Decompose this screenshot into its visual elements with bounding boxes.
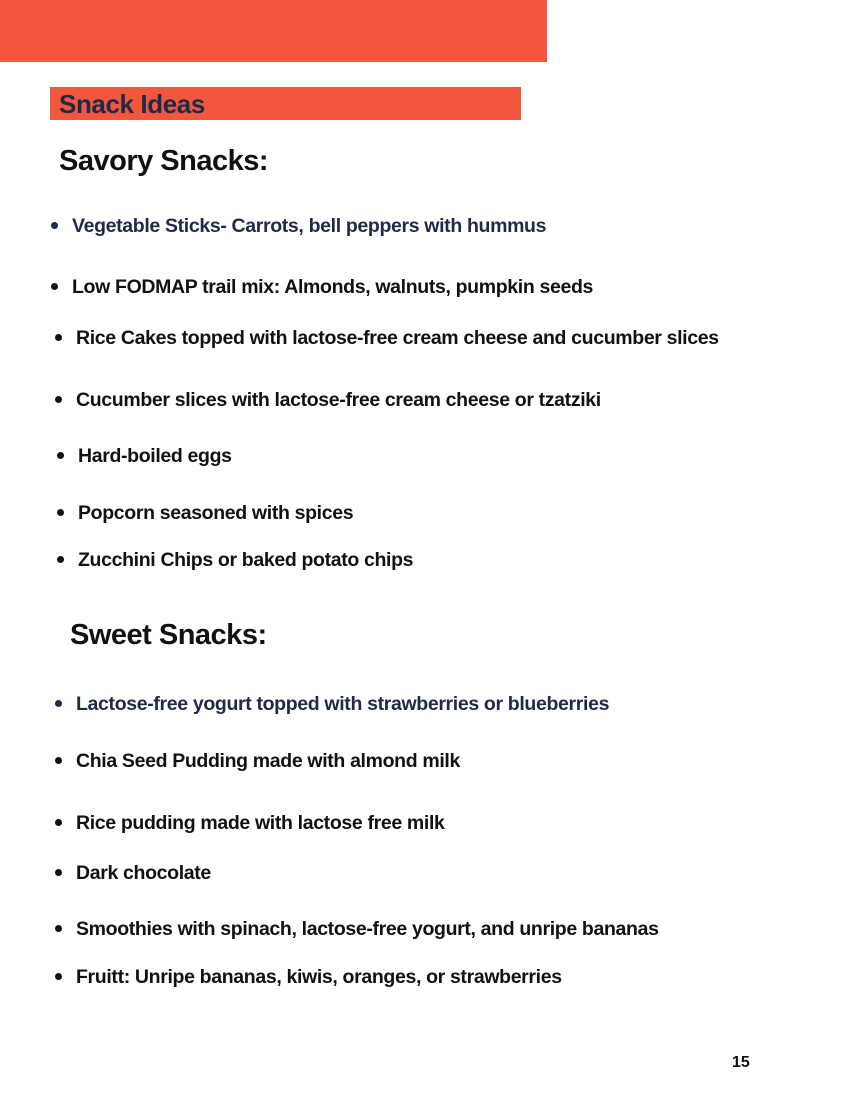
sweet-item-text: Chia Seed Pudding made with almond milk xyxy=(76,750,460,772)
sweet-item xyxy=(76,914,659,944)
bullet-icon xyxy=(55,819,62,826)
bullet-icon xyxy=(55,334,62,341)
section-banner xyxy=(50,87,521,120)
savory-item xyxy=(76,323,719,353)
header-accent-bar xyxy=(0,0,547,62)
savory-item-text: Popcorn seasoned with spices xyxy=(78,502,354,524)
sweet-item xyxy=(76,746,478,776)
sweet-item xyxy=(76,689,609,719)
savory-item-text: Zucchini Chips or baked potato chips xyxy=(78,549,414,571)
savory-item-text: Cucumber slices with lactose-free cream cheese or tzatziki xyxy=(76,389,601,411)
savory-item xyxy=(72,272,593,302)
sweet-snacks-heading: Sweet Snacks: xyxy=(70,619,267,651)
sweet-item xyxy=(76,858,211,888)
sweet-item-text: Fruitt: Unripe bananas, kiwis, oranges, or strawberries xyxy=(76,966,562,988)
bullet-icon xyxy=(57,452,64,459)
savory-item-text: Hard-boiled eggs xyxy=(78,445,232,467)
bullet-icon xyxy=(55,869,62,876)
sweet-item-text: Smoothies with spinach, lactose-free yogurt, and unripe bananas xyxy=(76,918,659,940)
bullet-icon xyxy=(55,973,62,980)
sweet-item-text: Rice pudding made with lactose free milk xyxy=(76,812,445,834)
savory-item-text: Low FODMAP trail mix: Almonds, walnuts, pumpkin seeds xyxy=(72,276,594,298)
savory-item xyxy=(76,385,601,415)
savory-item-text: Vegetable Sticks- Carrots, bell peppers with hummus xyxy=(72,215,547,237)
bullet-icon xyxy=(51,222,58,229)
page-number: 15 xyxy=(732,1054,750,1071)
bullet-icon xyxy=(57,556,64,563)
bullet-icon xyxy=(55,757,62,764)
savory-item-text: Rice Cakes topped with lactose-free cream cheese and cucumber slices xyxy=(76,327,719,349)
bullet-icon xyxy=(55,700,62,707)
sweet-item-text: Lactose-free yogurt topped with strawberries or blueberries xyxy=(76,693,610,715)
savory-snacks-heading: Savory Snacks: xyxy=(59,145,269,177)
bullet-icon xyxy=(55,396,62,403)
savory-item xyxy=(78,498,353,528)
savory-item xyxy=(72,211,546,241)
bullet-icon xyxy=(51,283,58,290)
savory-item xyxy=(78,545,413,575)
sweet-item xyxy=(76,962,562,992)
section-title: Snack Ideas xyxy=(59,89,205,119)
savory-item xyxy=(78,441,232,471)
sweet-item-text: Dark chocolate xyxy=(76,862,211,884)
bullet-icon xyxy=(57,509,64,516)
sweet-item xyxy=(76,808,445,838)
bullet-icon xyxy=(55,925,62,932)
